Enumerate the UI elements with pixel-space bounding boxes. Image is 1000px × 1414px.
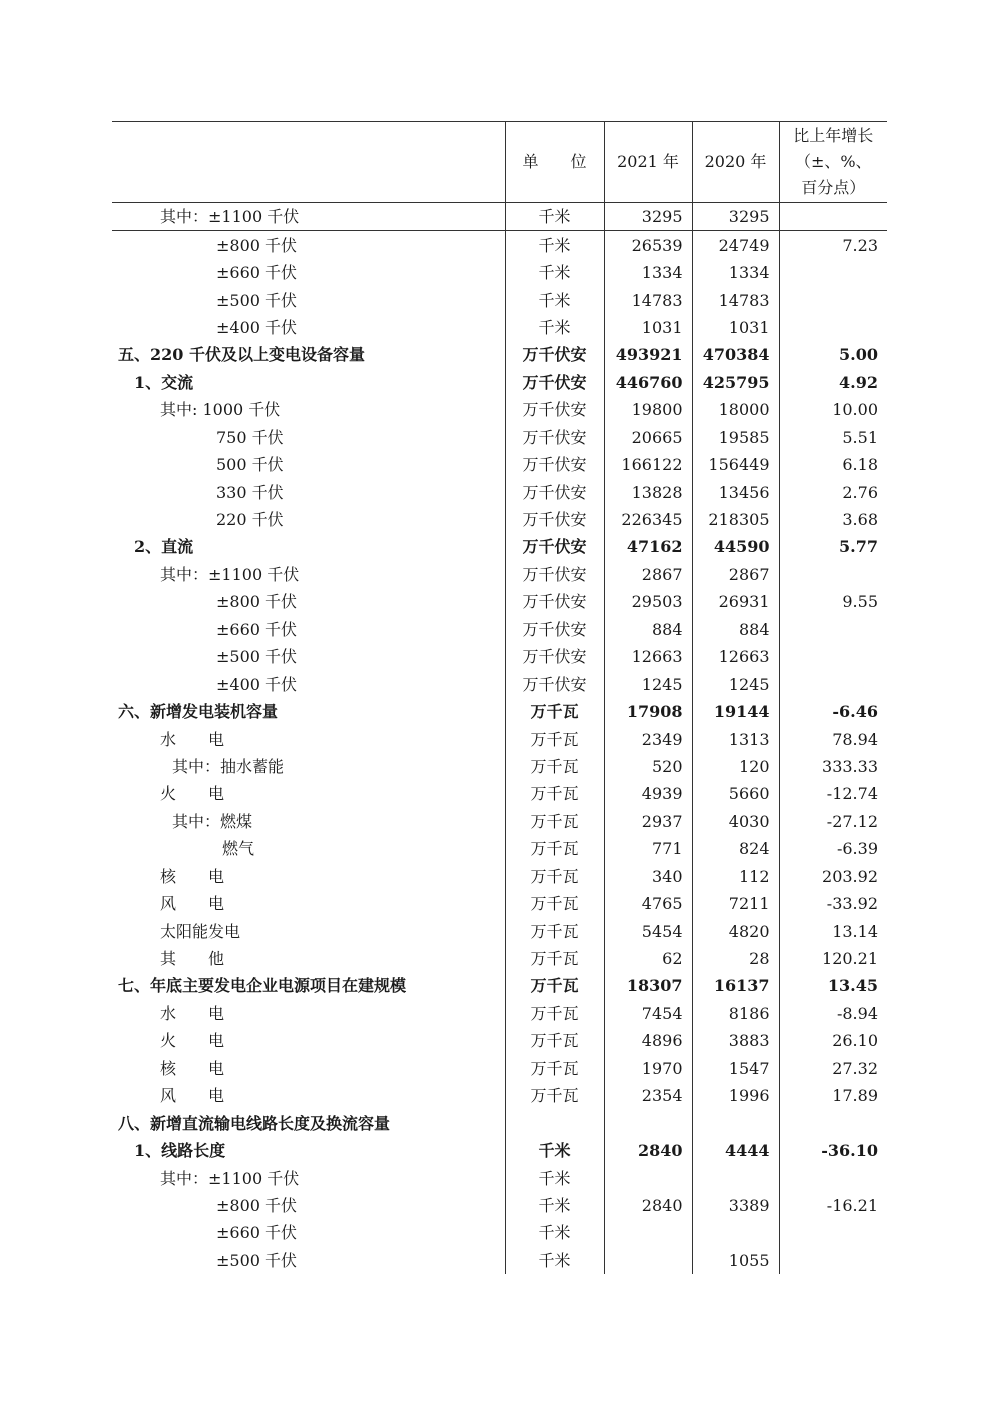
row-unit: 万千瓦	[505, 1027, 604, 1054]
table-row	[112, 1000, 887, 1027]
row-v2020: 1031	[692, 314, 779, 341]
row-unit: 千米	[505, 286, 604, 313]
row-unit: 万千伏安	[505, 369, 604, 396]
row-unit: 千米	[505, 1164, 604, 1191]
row-label: ±660 千伏	[216, 263, 298, 283]
row-label: ±800 千伏	[216, 592, 298, 612]
row-v2020: 425795	[692, 369, 779, 396]
row-v2021: 4939	[604, 780, 692, 807]
row-growth: -33.92	[779, 890, 887, 917]
row-v2020: 18000	[692, 396, 779, 423]
row-label: 水 电	[160, 1003, 225, 1023]
row-v2021: 20665	[604, 424, 692, 451]
row-v2020: 14783	[692, 286, 779, 313]
row-v2021: 2867	[604, 561, 692, 588]
row-growth: 4.92	[779, 369, 887, 396]
row-v2020	[692, 1164, 779, 1191]
table-row	[112, 835, 887, 862]
row-v2020: 3883	[692, 1027, 779, 1054]
table-row	[112, 478, 887, 505]
row-label: 其中：±1100 千伏	[160, 1168, 300, 1188]
row-v2020: 156449	[692, 451, 779, 478]
row-label: ±800 千伏	[216, 235, 298, 255]
row-v2021: 520	[604, 753, 692, 780]
row-unit: 万千瓦	[505, 780, 604, 807]
row-unit: 万千伏安	[505, 506, 604, 533]
row-v2021: 226345	[604, 506, 692, 533]
row-v2020: 1245	[692, 670, 779, 697]
header-growth-line2: （±、%、	[794, 152, 872, 171]
table-row	[112, 424, 887, 451]
table-row	[112, 1055, 887, 1082]
row-v2021: 13828	[604, 478, 692, 505]
table-row	[112, 670, 887, 697]
row-growth: 10.00	[779, 396, 887, 423]
row-v2020: 5660	[692, 780, 779, 807]
row-v2020: 13456	[692, 478, 779, 505]
row-v2020: 884	[692, 616, 779, 643]
row-growth	[779, 259, 887, 286]
table-row	[112, 616, 887, 643]
row-v2021: 2937	[604, 808, 692, 835]
row-growth: 203.92	[779, 863, 887, 890]
row-unit: 万千瓦	[505, 808, 604, 835]
table-row	[112, 725, 887, 752]
row-v2020: 16137	[692, 972, 779, 999]
row-growth: 6.18	[779, 451, 887, 478]
row-growth: 26.10	[779, 1027, 887, 1054]
row-v2021: 2840	[604, 1192, 692, 1219]
header-2020: 2020 年	[692, 122, 779, 203]
row-growth	[779, 1164, 887, 1191]
table-row	[112, 890, 887, 917]
row-v2021: 2840	[604, 1137, 692, 1164]
row-growth: -36.10	[779, 1137, 887, 1164]
row-v2021: 26539	[604, 231, 692, 259]
row-v2021: 493921	[604, 341, 692, 368]
table-row	[112, 588, 887, 615]
row-v2020: 19585	[692, 424, 779, 451]
row-growth: 78.94	[779, 725, 887, 752]
table-row	[112, 863, 887, 890]
row-v2020: 824	[692, 835, 779, 862]
table-row	[112, 808, 887, 835]
row-growth: 333.33	[779, 753, 887, 780]
row-label: 火 电	[160, 1031, 225, 1051]
row-label: 500 千伏	[216, 455, 284, 475]
table-row	[112, 369, 887, 396]
row-label: 其中：燃煤	[172, 811, 253, 831]
table-row	[112, 698, 887, 725]
row-label: ±500 千伏	[216, 1250, 298, 1270]
row-v2020: 4820	[692, 917, 779, 944]
row-unit: 万千瓦	[505, 1055, 604, 1082]
row-unit: 万千瓦	[505, 890, 604, 917]
table-row	[112, 1082, 887, 1109]
row-unit: 千米	[505, 203, 604, 231]
row-v2021: 884	[604, 616, 692, 643]
table-row	[112, 1164, 887, 1191]
statistics-table	[112, 121, 887, 1274]
row-v2020	[692, 1109, 779, 1136]
row-v2021: 17908	[604, 698, 692, 725]
row-label: ±660 千伏	[216, 619, 298, 639]
row-v2021: 19800	[604, 396, 692, 423]
row-unit: 万千伏安	[505, 533, 604, 560]
header-2021: 2021 年	[604, 122, 692, 203]
row-unit: 万千伏安	[505, 341, 604, 368]
row-label: ±500 千伏	[216, 647, 298, 667]
row-label: 火 电	[160, 784, 225, 804]
row-label: 八、新增直流输电线路长度及换流容量	[118, 1113, 391, 1133]
row-v2020: 44590	[692, 533, 779, 560]
header-item-column	[112, 122, 505, 203]
row-growth: 3.68	[779, 506, 887, 533]
row-v2020: 26931	[692, 588, 779, 615]
table-row	[112, 1137, 887, 1164]
row-v2021: 5454	[604, 917, 692, 944]
row-growth: 27.32	[779, 1055, 887, 1082]
table-row	[112, 753, 887, 780]
table-row	[112, 203, 887, 231]
row-unit: 万千瓦	[505, 972, 604, 999]
row-label: 水 电	[160, 729, 225, 749]
row-unit: 千米	[505, 1219, 604, 1246]
row-v2020: 1996	[692, 1082, 779, 1109]
header-growth-line3: 百分点）	[801, 178, 866, 197]
row-growth: -6.39	[779, 835, 887, 862]
row-label: 风 电	[160, 894, 225, 914]
table-row	[112, 1027, 887, 1054]
table-row	[112, 286, 887, 313]
row-v2020: 3389	[692, 1192, 779, 1219]
row-label: 核 电	[160, 866, 225, 886]
row-label: 330 千伏	[216, 482, 284, 502]
row-label: 核 电	[160, 1058, 225, 1078]
row-label: 220 千伏	[216, 510, 284, 530]
row-label: 750 千伏	[216, 427, 284, 447]
row-label: ±660 千伏	[216, 1223, 298, 1243]
header-unit: 单 位	[505, 122, 604, 203]
row-label: ±500 千伏	[216, 290, 298, 310]
row-growth: 5.00	[779, 341, 887, 368]
row-v2020: 218305	[692, 506, 779, 533]
row-v2020: 4030	[692, 808, 779, 835]
row-growth: 120.21	[779, 945, 887, 972]
row-growth	[779, 314, 887, 341]
row-v2021: 47162	[604, 533, 692, 560]
table-row	[112, 314, 887, 341]
row-growth: -27.12	[779, 808, 887, 835]
row-v2021: 446760	[604, 369, 692, 396]
row-label: 其 他	[160, 949, 225, 969]
row-growth: -8.94	[779, 1000, 887, 1027]
row-growth	[779, 1109, 887, 1136]
table-row	[112, 231, 887, 259]
row-v2020: 24749	[692, 231, 779, 259]
row-unit: 万千伏安	[505, 396, 604, 423]
row-label: 其中：抽水蓄能	[172, 756, 285, 776]
row-v2021: 2349	[604, 725, 692, 752]
row-growth: 2.76	[779, 478, 887, 505]
row-unit: 万千伏安	[505, 424, 604, 451]
row-unit: 千米	[505, 1137, 604, 1164]
row-unit: 千米	[505, 1192, 604, 1219]
row-v2020: 1313	[692, 725, 779, 752]
row-v2021: 29503	[604, 588, 692, 615]
table-row	[112, 1192, 887, 1219]
row-v2020: 19144	[692, 698, 779, 725]
table-row	[112, 533, 887, 560]
row-v2021: 4765	[604, 890, 692, 917]
row-unit: 万千伏安	[505, 616, 604, 643]
table-body	[112, 203, 887, 1275]
row-growth	[779, 616, 887, 643]
table-row	[112, 396, 887, 423]
row-v2021: 3295	[604, 203, 692, 231]
header-growth	[779, 122, 887, 203]
row-growth	[779, 1247, 887, 1274]
row-growth: 5.77	[779, 533, 887, 560]
table-row	[112, 341, 887, 368]
table-row	[112, 1219, 887, 1246]
row-unit: 万千伏安	[505, 588, 604, 615]
row-v2021: 166122	[604, 451, 692, 478]
row-growth: 5.51	[779, 424, 887, 451]
row-growth: 13.14	[779, 917, 887, 944]
row-v2021: 1245	[604, 670, 692, 697]
table-row	[112, 917, 887, 944]
row-v2020: 7211	[692, 890, 779, 917]
row-v2020: 4444	[692, 1137, 779, 1164]
row-v2020: 120	[692, 753, 779, 780]
row-unit: 万千伏安	[505, 561, 604, 588]
row-label: 其中: 1000 千伏	[160, 400, 281, 420]
row-unit: 万千瓦	[505, 1082, 604, 1109]
row-v2021: 1031	[604, 314, 692, 341]
row-v2021	[604, 1219, 692, 1246]
row-growth	[779, 670, 887, 697]
row-unit: 万千瓦	[505, 753, 604, 780]
row-v2020: 112	[692, 863, 779, 890]
row-label: 太阳能发电	[160, 921, 241, 941]
row-growth: 17.89	[779, 1082, 887, 1109]
row-v2021	[604, 1109, 692, 1136]
row-v2020: 1055	[692, 1247, 779, 1274]
table-row	[112, 780, 887, 807]
row-label: ±800 千伏	[216, 1195, 298, 1215]
row-v2021: 62	[604, 945, 692, 972]
row-growth	[779, 1219, 887, 1246]
row-v2021	[604, 1247, 692, 1274]
row-label: 其中：±1100 千伏	[160, 564, 300, 584]
row-label: 六、新增发电装机容量	[118, 702, 279, 722]
row-v2021: 14783	[604, 286, 692, 313]
row-v2021	[604, 1164, 692, 1191]
row-unit	[505, 1109, 604, 1136]
row-v2020: 1334	[692, 259, 779, 286]
row-v2020: 3295	[692, 203, 779, 231]
table-row	[112, 506, 887, 533]
row-v2021: 1970	[604, 1055, 692, 1082]
row-growth: 9.55	[779, 588, 887, 615]
row-label: 七、年底主要发电企业电源项目在建规模	[118, 976, 407, 996]
row-unit: 万千伏安	[505, 670, 604, 697]
row-v2020	[692, 1219, 779, 1246]
row-v2021: 7454	[604, 1000, 692, 1027]
row-v2021: 1334	[604, 259, 692, 286]
row-growth	[779, 561, 887, 588]
row-v2020: 470384	[692, 341, 779, 368]
table-row	[112, 561, 887, 588]
row-growth	[779, 286, 887, 313]
row-unit: 万千伏安	[505, 478, 604, 505]
row-unit: 千米	[505, 259, 604, 286]
row-v2021: 4896	[604, 1027, 692, 1054]
row-unit: 千米	[505, 1247, 604, 1274]
row-label: 1、交流	[134, 372, 194, 392]
row-growth	[779, 203, 887, 231]
row-growth: -16.21	[779, 1192, 887, 1219]
table-row	[112, 259, 887, 286]
row-growth: -6.46	[779, 698, 887, 725]
row-unit: 万千瓦	[505, 698, 604, 725]
table-header-row	[112, 122, 887, 203]
table-row	[112, 1247, 887, 1274]
row-v2020: 8186	[692, 1000, 779, 1027]
row-v2020: 1547	[692, 1055, 779, 1082]
table-row	[112, 643, 887, 670]
row-unit: 万千瓦	[505, 725, 604, 752]
row-v2021: 340	[604, 863, 692, 890]
row-v2021: 2354	[604, 1082, 692, 1109]
row-unit: 万千伏安	[505, 643, 604, 670]
row-label: 2、直流	[134, 537, 194, 557]
table-row	[112, 972, 887, 999]
row-unit: 万千瓦	[505, 917, 604, 944]
row-growth: -12.74	[779, 780, 887, 807]
row-unit: 千米	[505, 314, 604, 341]
row-unit: 万千瓦	[505, 835, 604, 862]
row-v2021: 771	[604, 835, 692, 862]
row-growth: 13.45	[779, 972, 887, 999]
row-unit: 万千瓦	[505, 1000, 604, 1027]
row-v2021: 18307	[604, 972, 692, 999]
row-label: ±400 千伏	[216, 674, 298, 694]
table-row	[112, 945, 887, 972]
row-unit: 万千瓦	[505, 945, 604, 972]
row-unit: 千米	[505, 231, 604, 259]
row-unit: 万千伏安	[505, 451, 604, 478]
row-v2020: 28	[692, 945, 779, 972]
row-v2021: 12663	[604, 643, 692, 670]
row-growth	[779, 643, 887, 670]
table-row	[112, 451, 887, 478]
row-label: 五、220 千伏及以上变电设备容量	[118, 345, 365, 365]
header-growth-line1: 比上年增长	[793, 126, 874, 145]
row-unit: 万千瓦	[505, 863, 604, 890]
row-label: ±400 千伏	[216, 317, 298, 337]
row-label: 1、线路长度	[134, 1141, 226, 1161]
row-v2020: 12663	[692, 643, 779, 670]
row-growth: 7.23	[779, 231, 887, 259]
row-label: 风 电	[160, 1086, 225, 1106]
row-label: 燃气	[222, 839, 255, 859]
row-v2020: 2867	[692, 561, 779, 588]
table-row	[112, 1109, 887, 1136]
row-label: 其中：±1100 千伏	[112, 203, 505, 231]
